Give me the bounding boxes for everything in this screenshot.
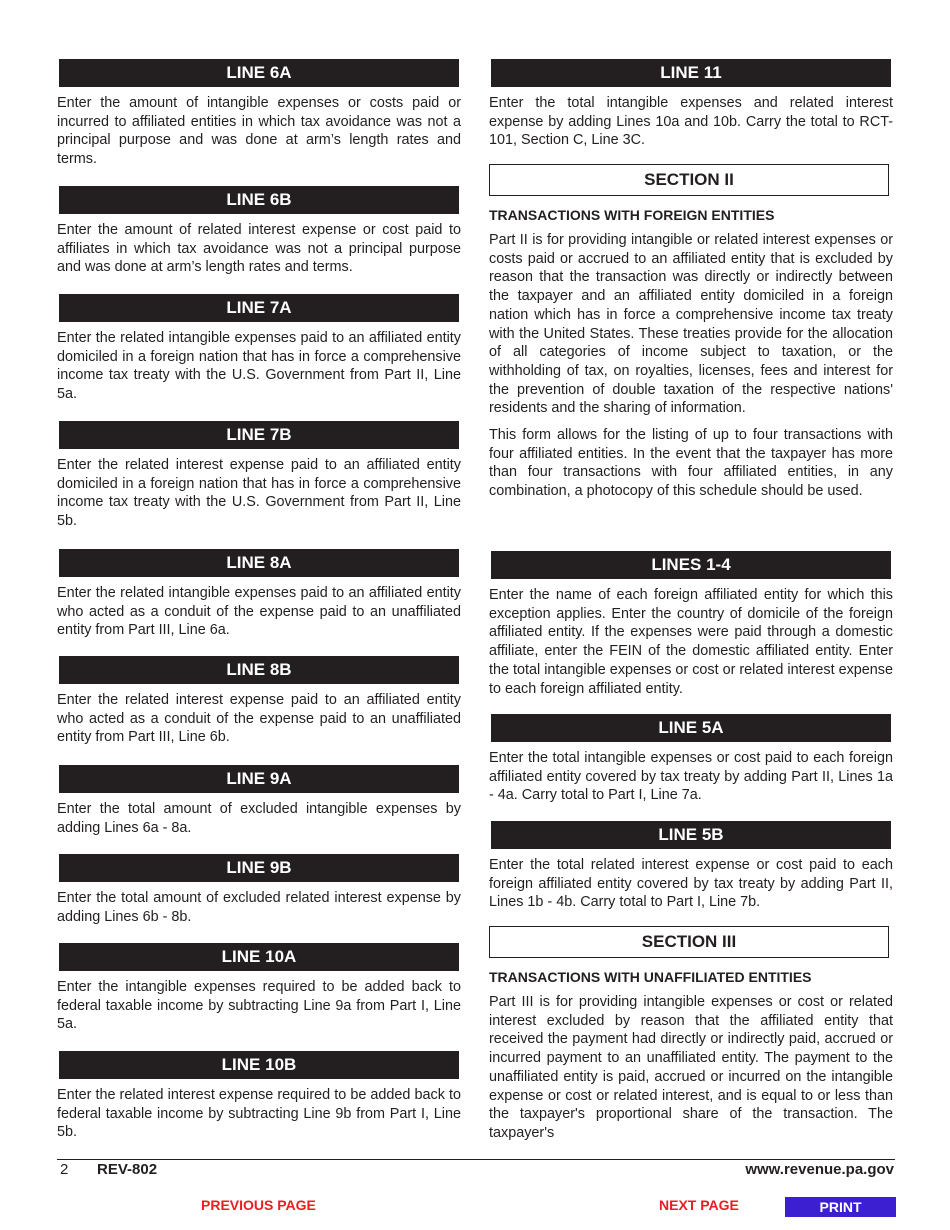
- instruction-line-6a: [57, 59, 461, 169]
- form-id: REV-802: [97, 1161, 158, 1178]
- line-heading: LINE 8B: [59, 656, 459, 684]
- previous-page-link[interactable]: PREVIOUS PAGE: [201, 1197, 316, 1213]
- line-text: Enter the related interest expense paid to an affiliated entity who acted as a conduit of the expense paid to an unaffiliated entity from Part III, Line 6b.: [57, 692, 461, 746]
- line-text: Enter the related interest expense paid to an affiliated entity domiciled in a foreign nation that has in force a comprehensive income tax treaty with the U.S. Government from Part II, Line 5b.: [57, 457, 461, 530]
- line-heading: LINE 10B: [59, 1051, 459, 1079]
- line-heading: LINE 7A: [59, 294, 459, 322]
- instruction-line-7b: [57, 421, 461, 531]
- instruction-line-7a: [57, 294, 461, 404]
- line-heading: LINE 5A: [491, 714, 891, 742]
- instruction-line-5b: [489, 821, 893, 912]
- line-heading: LINE 7B: [59, 421, 459, 449]
- line-text: Enter the name of each foreign affiliated entity for which this exception applies. Enter the country of domicile of the foreign affiliated entity. If the expenses were paid through a domestic affiliate, enter the FEIN of the domestic affiliated entity. Enter the total intangible expenses or cost or related interest expense to each foreign affiliated entity.: [489, 587, 893, 697]
- print-button[interactable]: PRINT: [785, 1197, 896, 1217]
- line-text: Enter the total amount of excluded related interest expense by adding Lines 6b - 8b.: [57, 890, 461, 925]
- section-heading: SECTION II: [489, 164, 889, 196]
- line-text: Enter the related intangible expenses paid to an affiliated entity domiciled in a foreign nation that has in force a comprehensive income tax treaty with the U.S. Government from Part II, Line 5a.: [57, 330, 461, 403]
- line-text: Enter the total amount of excluded intangible expenses by adding Lines 6a - 8a.: [57, 801, 461, 836]
- instruction-line-9a: [57, 765, 461, 837]
- section-subheading: TRANSACTIONS WITH UNAFFILIATED ENTITIES: [489, 969, 812, 985]
- line-text: Enter the total intangible expenses and related interest expense by adding Lines 10a and 10b. Carry the total to RCT-101, Section C, Line 3C.: [489, 95, 893, 149]
- instruction-line-8a: [57, 549, 461, 640]
- line-heading: LINE 6B: [59, 186, 459, 214]
- instruction-line-10a: [57, 943, 461, 1034]
- line-text: Enter the amount of intangible expenses or costs paid or incurred to affiliated entities in which tax avoidance was not a principal purpose and was done at arm’s length rates and terms.: [57, 95, 461, 168]
- line-heading: LINE 8A: [59, 549, 459, 577]
- instruction-line-11: [489, 59, 893, 150]
- section-iii: [489, 926, 893, 1143]
- line-heading: LINE 11: [491, 59, 891, 87]
- section-ii: [489, 164, 893, 501]
- line-heading: LINE 10A: [59, 943, 459, 971]
- line-heading: LINES 1-4: [491, 551, 891, 579]
- section-heading: SECTION III: [489, 926, 889, 958]
- instruction-line-5a: [489, 714, 893, 805]
- page-number: 2: [60, 1161, 69, 1178]
- instruction-line-8b: [57, 656, 461, 747]
- instruction-line-6b: [57, 186, 461, 277]
- line-text: Enter the related intangible expenses paid to an affiliated entity who acted as a conduit of the expense paid to an unaffiliated entity from Part III, Line 6a.: [57, 585, 461, 639]
- footer-divider: [57, 1159, 895, 1160]
- instruction-lines-1-4: [489, 551, 893, 698]
- line-heading: LINE 9A: [59, 765, 459, 793]
- line-text: Enter the intangible expenses required to be added back to federal taxable income by subtracting Line 9a from Part I, Line 5a.: [57, 979, 461, 1033]
- website-url: www.revenue.pa.gov: [745, 1161, 894, 1178]
- next-page-link[interactable]: NEXT PAGE: [659, 1197, 739, 1213]
- instruction-line-9b: [57, 854, 461, 926]
- instruction-line-10b: [57, 1051, 461, 1142]
- line-heading: LINE 5B: [491, 821, 891, 849]
- line-text: Enter the amount of related interest expense or cost paid to affiliates in which tax avoidance was not a principal purpose and was done at arm’s length rates and terms.: [57, 222, 461, 276]
- section-paragraph: This form allows for the listing of up to four transactions with four affiliated entities. In the event that the taxpayer has more than four transactions with four affiliated entities, in any combination, a photocopy of this schedule should be used.: [489, 427, 893, 500]
- section-paragraph: Part II is for providing intangible or related interest expenses or costs paid or accrued to an affiliated entity that is excluded by reason that the transaction was directly or indirectly between the taxpayer and an affiliated entity domiciled in a foreign nation which has in force a comprehensive income tax treaty with the United States. These treaties provide for the allocation of all categories of income subject to taxation, or the withholding of tax, on royalties, licenses, fees and interest for the prevention of double taxation of the respective nations' residents and the sharing of information.: [489, 232, 893, 417]
- section-subheading: TRANSACTIONS WITH FOREIGN ENTITIES: [489, 207, 775, 223]
- line-text: Enter the related interest expense required to be added back to federal taxable income by subtracting Line 9b from Part I, Line 5b.: [57, 1087, 461, 1141]
- line-heading: LINE 6A: [59, 59, 459, 87]
- line-text: Enter the total intangible expenses or cost paid to each foreign affiliated entity covered by tax treaty by adding Part II, Lines 1a - 4a. Carry total to Part I, Line 7a.: [489, 750, 893, 804]
- section-paragraph: Part III is for providing intangible expenses or cost or related interest excluded by reason that the affiliated entity that received the payment had directly or indirectly paid, accrued or incurred payment to an unaffiliated entity. The payment to the unaffiliated entity is paid, accrued or incurred on the intangible expense or cost or related interest, and is equal to or less than the taxpayer's proportional share of the transaction. The taxpayer's: [489, 994, 893, 1141]
- line-heading: LINE 9B: [59, 854, 459, 882]
- line-text: Enter the total related interest expense or cost paid to each foreign affiliated entity covered by tax treaty by adding Part II, Lines 1b - 4b. Carry total to Part I, Line 7b.: [489, 857, 893, 911]
